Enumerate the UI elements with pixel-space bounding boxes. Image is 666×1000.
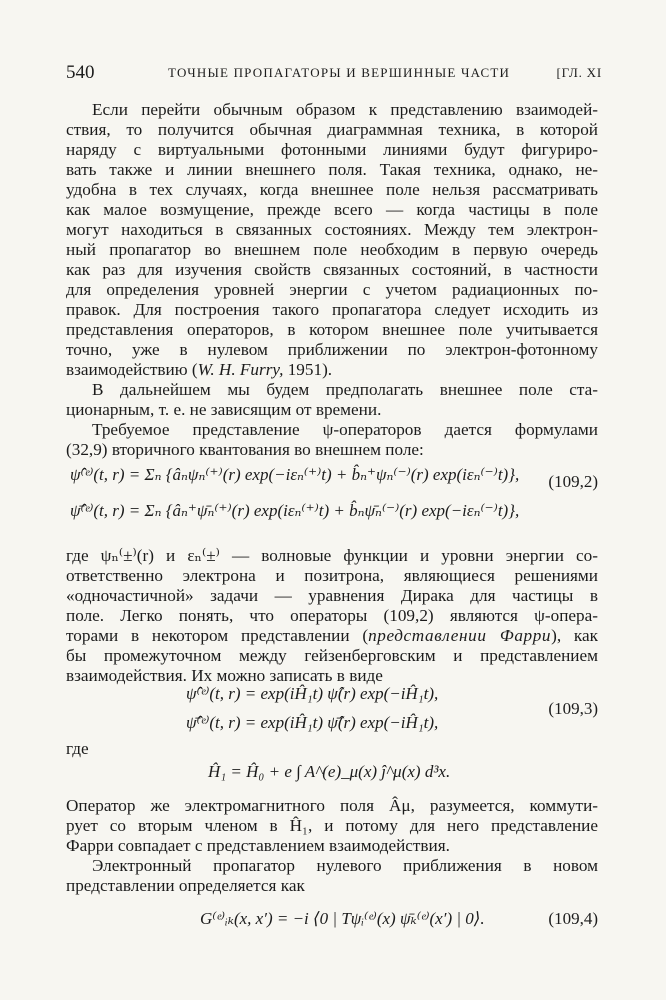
text-line: В дальнейшем мы будем предполагать внешнее поле ста- [92,380,598,399]
equation-psi: ψ̂⁽ᵉ⁾(t, r) = Σₙ {âₙψₙ⁽⁺⁾(r) exp(−iεₙ⁽⁺⁾t) + b̂ₙ⁺ψₙ⁽⁻⁾(r) exp(iεₙ⁽⁻⁾t)}, [70,465,520,484]
equation-number: (109,3) [548,699,598,718]
text-line: ствия, то получится обычная диаграммная техника, в которой [66,120,598,139]
text-line: вать также и линии внешнего поля. Такая техника, однако, не- [66,160,598,179]
text-line: (32,9) вторичного квантования во внешнем поле: [66,440,424,459]
text-line: представлении определяется как [66,876,305,895]
equation-number: (109,2) [548,472,598,491]
text-line: могут находиться в связанных состояниях. Между тем электрон- [66,220,598,239]
page-number: 540 [66,62,95,83]
text-line: ционарным, т. е. не зависящим от времени. [66,400,382,419]
text-line: «одночастичной» задачи — уравнения Дирака для частицы в [66,586,598,605]
equation-psi-bar-farri: ψ̄̂⁽ᵉ⁾(t, r) = exp(iĤ₁t) ψ̄̂(r) exp(−iĤ₁t), [186,713,439,732]
text-line: точно, уже в нулевом приближении по электрон-фотонному [66,340,598,359]
text-fragment: 1951). [283,360,333,379]
text-line: Фарри совпадает с представлением взаимодействия. [66,836,450,855]
text-fragment: взаимодействию ( [66,360,198,379]
text-line: рует со вторым членом в Ĥ₁, и потому для него представление [66,816,598,835]
equation-hamiltonian: Ĥ₁ = Ĥ₀ + e ∫ A^(e)_μ(x) ĵ^μ(x) d³x. [208,762,451,781]
equation-number: (109,4) [548,909,598,928]
text-line: для определения уровней энергии с учетом радиационных по- [66,280,598,299]
term-emphasis: представлении Фарри [368,626,552,645]
text-line: Электронный пропагатор нулевого приближения в новом [92,856,598,875]
where-label: где [66,739,89,758]
text-fragment: торами в некотором представлении ( [66,626,369,645]
text-line: наряду с виртуальными фотонными линиями будут фигуриро- [66,140,598,159]
text-line: ный пропагатор во внешнем поле необходим в первую очередь [66,240,598,259]
chapter-label: [ГЛ. XI [556,65,602,80]
text-line: представления операторов, в котором внешнее поле учитывается [66,320,598,339]
text-fragment: ), как [551,626,598,645]
text-line: Оператор же электромагнитного поля Âμ, разумеется, коммути- [66,796,598,815]
running-header [66,62,602,86]
equation-psi-farri: ψ̂⁽ᵉ⁾(t, r) = exp(iĤ₁t) ψ̂(r) exp(−iĤ₁t), [186,684,439,703]
text-line: как раз для изучения свойств связанных состояний, в частности [66,260,598,279]
text-line: взаимодействия. Их можно записать в виде [66,666,383,685]
text-line: удобна в тех случаях, когда внешнее поле нельзя рассматривать [66,180,598,199]
citation-author: W. H. Furry, [197,360,284,379]
text-line: бы промежуточном между гейзенберговским и представлением [66,646,598,665]
running-title: ТОЧНЫЕ ПРОПАГАТОРЫ И ВЕРШИННЫЕ ЧАСТИ [168,65,511,80]
text-line [66,626,598,646]
text-line: поле. Легко понять, что операторы (109,2) являются ψ-опера- [66,606,598,625]
text-line: Требуемое представление ψ-операторов дается формулами [92,420,598,439]
equation-propagator: G⁽ᵉ⁾ᵢₖ(x, x′) = −i ⟨0 | Tψᵢ⁽ᵉ⁾(x) ψ̄ₖ⁽ᵉ⁾(x′) | 0⟩. [200,909,485,928]
equation-psi-bar: ψ̄̂⁽ᵉ⁾(t, r) = Σₙ {âₙ⁺ψ̄ₙ⁽⁺⁾(r) exp(iεₙ⁽⁺⁾t) + b̂ₙψ̄ₙ⁽⁻⁾(r) exp(−iεₙ⁽⁻⁾t)}, [70,501,520,520]
text-line: где ψₙ⁽±⁾(r) и εₙ⁽±⁾ — волновые функции и уровни энергии со- [66,546,598,565]
text-line: правок. Для построения такого пропагатора следует исходить из [66,300,598,319]
text-line: Если перейти обычным образом к представлению взаимодей- [92,100,598,119]
text-line [66,360,598,380]
text-line: ответственно электрона и позитрона, являющиеся решениями [66,566,598,585]
text-line: как малое возмущение, прежде всего — когда частицы в поле [66,200,598,219]
